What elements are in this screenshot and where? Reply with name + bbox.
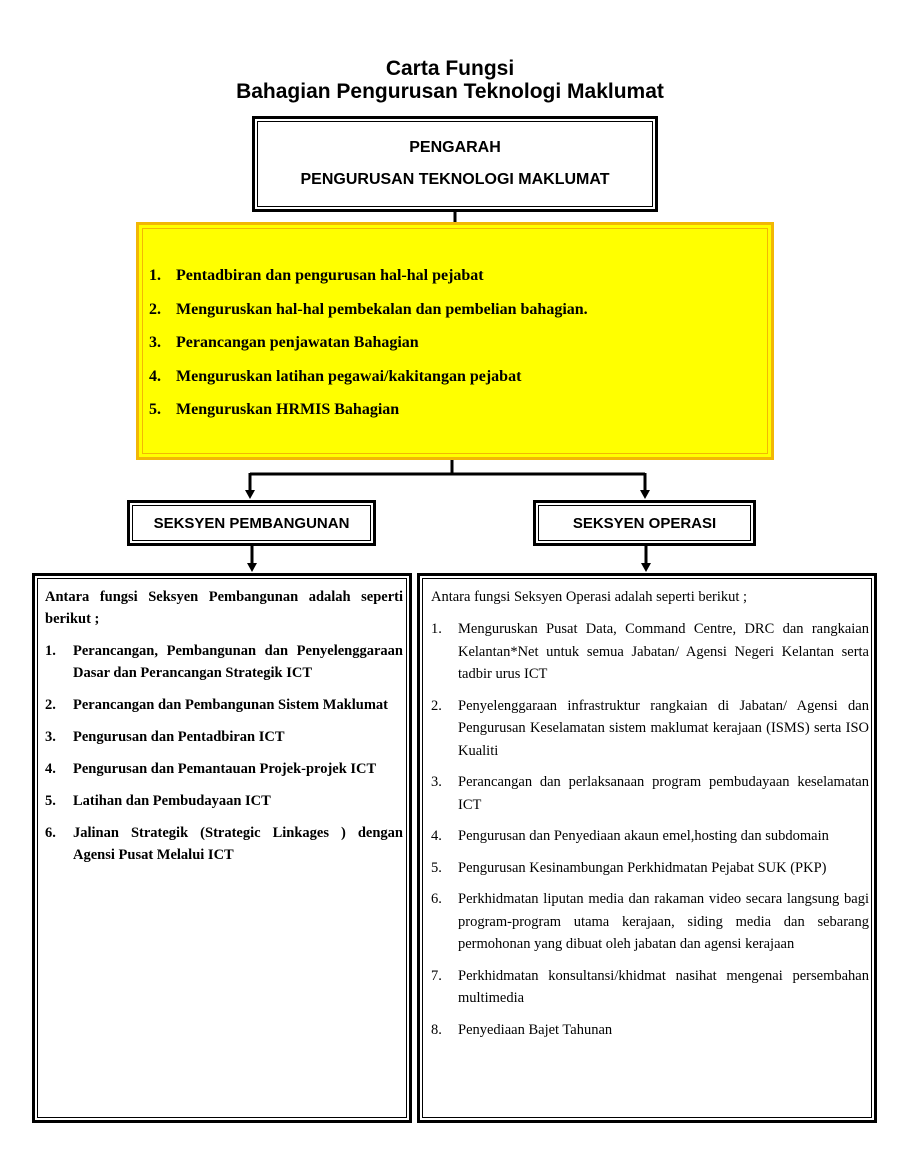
item-number: 3.: [431, 774, 442, 790]
item-text: Jalinan Strategik (Strategic Linkages ) dengan Agensi Pusat Melalui ICT: [73, 825, 403, 863]
operasi-functions-list: [431, 618, 869, 1050]
item-text: Perancangan penjawatan Bahagian: [176, 334, 419, 351]
list-item: [45, 758, 403, 780]
list-item: [149, 267, 588, 301]
item-number: 1.: [149, 267, 161, 284]
item-number: 6.: [45, 825, 56, 841]
chart-title: Carta Fungsi: [385, 57, 515, 80]
item-number: 3.: [149, 334, 161, 351]
item-number: 5.: [45, 793, 56, 809]
arrowhead-left-panel: [247, 563, 257, 572]
item-text: Menguruskan Pusat Data, Command Centre, DRC dan rangkaian Kelantan*Net untuk semua Jabatan/ Agensi Negeri Kelantan serta tadbir urus ICT: [458, 621, 869, 682]
list-item: [45, 822, 403, 866]
list-item: [431, 888, 869, 956]
list-item: [149, 301, 588, 335]
list-item: [431, 1019, 869, 1042]
item-text: Pengurusan Kesinambungan Perkhidmatan Pejabat SUK (PKP): [458, 859, 827, 876]
item-text: Menguruskan HRMIS Bahagian: [176, 401, 400, 418]
list-item: [431, 695, 869, 763]
item-text: Perancangan, Pembangunan dan Penyelenggaraan Dasar dan Perancangan Strategik ICT: [73, 643, 403, 681]
item-text: Menguruskan latihan pegawai/kakitangan pejabat: [176, 367, 522, 385]
item-text: Perancangan dan perlaksanaan program pembudayaan keselamatan ICT: [458, 774, 869, 813]
item-number: 2.: [149, 300, 161, 318]
seksyen-pembangunan-box: [127, 500, 376, 546]
list-item: [149, 334, 588, 368]
arrowhead-operasi: [640, 490, 650, 499]
list-item: [149, 368, 588, 402]
item-text: Latihan dan Pembudayaan ICT: [73, 793, 271, 809]
panel-intro: Antara fungsi Seksyen Pembangunan adalah seperti berikut ;: [45, 589, 403, 627]
item-number: 5.: [431, 859, 442, 876]
director-title: PENGARAH: [409, 139, 501, 156]
director-box: [252, 116, 658, 212]
list-item: [431, 857, 869, 880]
item-text: Perkhidmatan liputan media dan rakaman video secara langsung bagi program-program utama kerajaan, siding media dan sebarang permohonan yang dibuat oleh jabatan dan agensi kerajaan: [458, 891, 869, 952]
item-number: 6.: [431, 891, 442, 907]
list-item: [431, 825, 869, 848]
item-number: 8.: [431, 1021, 442, 1038]
pembangunan-functions-list: [45, 640, 403, 876]
item-number: 4.: [149, 367, 161, 385]
list-item: [45, 640, 403, 684]
item-number: 5.: [149, 401, 161, 418]
arrowhead-right-panel: [641, 563, 651, 572]
list-item: [45, 790, 403, 812]
list-item: [45, 726, 403, 748]
item-number: 3.: [45, 729, 56, 745]
chart-subtitle: Bahagian Pengurusan Teknologi Maklumat: [236, 80, 664, 103]
seksyen-operasi-box: [533, 500, 756, 546]
panel-intro: Antara fungsi Seksyen Operasi adalah seperti berikut ;: [431, 589, 748, 605]
item-number: 4.: [431, 828, 442, 844]
director-functions-box: [136, 222, 774, 460]
item-number: 4.: [45, 761, 56, 777]
operasi-functions-panel: [417, 573, 877, 1123]
item-text: Menguruskan hal-hal pembekalan dan pembelian bahagian.: [176, 300, 588, 318]
director-department: PENGURUSAN TEKNOLOGI MAKLUMAT: [300, 171, 610, 188]
section-label: SEKSYEN PEMBANGUNAN: [153, 515, 350, 532]
item-number: 1.: [45, 643, 56, 659]
item-number: 2.: [431, 697, 442, 714]
list-item: [149, 401, 588, 435]
item-text: Pentadbiran dan pengurusan hal-hal pejabat: [176, 267, 484, 284]
item-text: Pengurusan dan Pentadbiran ICT: [73, 729, 285, 745]
list-item: [45, 694, 403, 716]
list-item: [431, 618, 869, 686]
item-text: Penyelenggaraan infrastruktur rangkaian di Jabatan/ Agensi dan Pengurusan Keselamatan sistem maklumat kerajaan (ISMS) serta ISO Kualiti: [458, 697, 869, 759]
list-item: [431, 965, 869, 1010]
arrowhead-pembangunan: [245, 490, 255, 499]
director-functions-list: [149, 267, 588, 435]
section-label: SEKSYEN OPERASI: [572, 515, 717, 532]
pembangunan-functions-panel: [32, 573, 412, 1123]
item-number: 2.: [45, 697, 56, 713]
list-item: [431, 771, 869, 816]
item-text: Perkhidmatan konsultansi/khidmat nasihat mengenai persembahan multimedia: [458, 967, 869, 1006]
item-text: Perancangan dan Pembangunan Sistem Maklumat: [73, 697, 389, 713]
item-text: Pengurusan dan Pemantauan Projek-projek ICT: [73, 761, 377, 777]
item-text: Penyediaan Bajet Tahunan: [458, 1021, 613, 1038]
item-number: 7.: [431, 967, 442, 984]
item-number: 1.: [431, 621, 442, 637]
item-text: Pengurusan dan Penyediaan akaun emel,hosting dan subdomain: [458, 828, 829, 844]
